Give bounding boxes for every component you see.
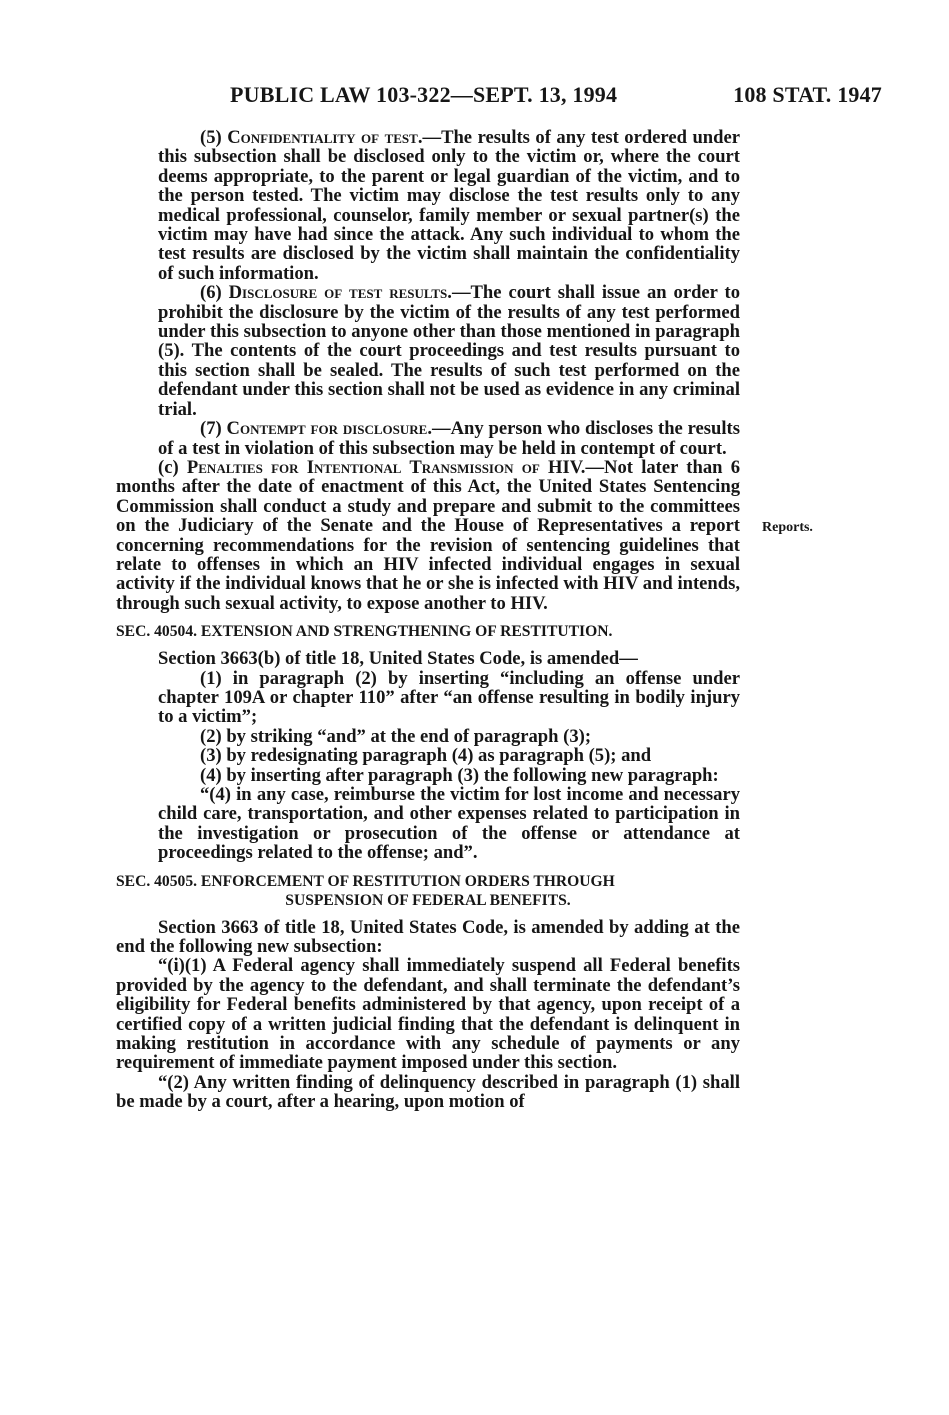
paragraph-6	[116, 283, 740, 419]
paragraph-6-heading: Disclosure of test results.	[228, 282, 452, 304]
paragraph-7-text: —Any person who discloses the results of a test in violation of this subsection may be held in contempt of court.	[158, 418, 740, 459]
section-40504-item-3: (3) by redesignating paragraph (4) as paragraph (5); and	[200, 745, 652, 767]
paragraph-6-number: (6)	[200, 282, 229, 304]
section-40504-item-1: (1) in paragraph (2) by inserting “including an offense under chapter 109A or chapter 110” after “an offense resulting in bodily injury to a victim”;	[158, 667, 740, 728]
margin-note: Reports.	[762, 520, 813, 535]
paragraph-5	[116, 128, 740, 283]
subsection-c-number: (c)	[158, 456, 187, 478]
paragraph-5-text: —The results of any test ordered under this subsection shall be disclosed only to the victim or, where the court deems appropriate, to the parent or legal guardian of the victim, and to the person tested. The victim may disclose the test results only to any medical professional, counselor, family member or sexual partner(s) the victim may have had since the attack. Any such individual to whom the test results are disclosed by the victim shall maintain the confidentiality of such information.	[158, 127, 740, 284]
section-40504-item-4: (4) by inserting after paragraph (3) the following new paragraph:	[200, 764, 719, 786]
section-40505-intro: Section 3663 of title 18, United States Code, is amended by adding at the end the following new subsection:	[116, 916, 740, 958]
subsection-c-text: —Not later than 6 months after the date of enactment of this Act, the United States Sentencing Commission shall conduct a study and prepare and submit to the committees on the Judiciary of the Senate and the House of Representatives a report concerning recommendations for the revision of sentencing guidelines that relate to offenses in which an HIV infected individual engages in sexual activity if the individual knows that he or she is infected with HIV and intends, through such sexual activity, to expose another to HIV.	[116, 456, 741, 614]
statute-page-number: 108 STAT. 1947	[733, 82, 882, 107]
paragraph-5-number: (5)	[200, 127, 228, 148]
section-40505-heading	[116, 872, 740, 910]
section-40505-paragraph-i2: “(2) Any written finding of delinquency described in paragraph (1) shall be made by a court, after a hearing, upon motion of	[116, 1071, 740, 1113]
paragraph-7	[116, 419, 740, 458]
section-40504-item-2: (2) by striking “and” at the end of paragraph (3);	[200, 725, 592, 747]
paragraph-5-heading: Confidentiality of test.	[227, 127, 423, 148]
section-40504-heading: SEC. 40504. EXTENSION AND STRENGTHENING OF RESTITUTION.	[116, 623, 613, 641]
paragraph-7-number: (7)	[200, 418, 227, 440]
subsection-c	[116, 458, 740, 613]
page-header	[230, 82, 882, 116]
section-40505-heading-line-2: SUSPENSION OF FEDERAL BENEFITS.	[285, 891, 571, 909]
section-40504-quoted-paragraph: “(4) in any case, reimburse the victim for lost income and necessary child care, transportation, and other expenses related to participation in the investigation or prosecution of the offense or attendance at proceedings related to the offense; and”.	[158, 784, 740, 864]
law-citation: PUBLIC LAW 103-322—SEPT. 13, 1994	[230, 82, 618, 107]
section-40505-heading-line-1: SEC. 40505. ENFORCEMENT OF RESTITUTION ORDERS THROUGH	[116, 872, 615, 890]
section-40504-intro: Section 3663(b) of title 18, United States Code, is amended—	[158, 648, 638, 670]
section-40505-paragraph-i1: “(i)(1) A Federal agency shall immediately suspend all Federal benefits provided by the agency to the defendant, and shall terminate the defendant’s eligibility for Federal benefits administered by that agency, upon receipt of a certified copy of a written judicial finding that the defendant is delinquent in making restitution in accordance with any schedule of payments or any requirement of immediate payment imposed under this section.	[116, 955, 740, 1074]
paragraph-6-text: —The court shall issue an order to prohibit the disclosure by the victim of the results of any test performed under this subsection to anyone other than those mentioned in paragraph (5). The contents of the court proceedings and test results pursuant to this section shall be sealed. The results of such test performed on the defendant under this section shall not be used as evidence in any criminal trial.	[158, 282, 740, 420]
paragraph-7-heading: Contempt for disclosure.	[226, 418, 432, 440]
document-body	[116, 128, 740, 1112]
subsection-c-heading: Penalties for Intentional Transmission of HIV.	[186, 456, 586, 478]
